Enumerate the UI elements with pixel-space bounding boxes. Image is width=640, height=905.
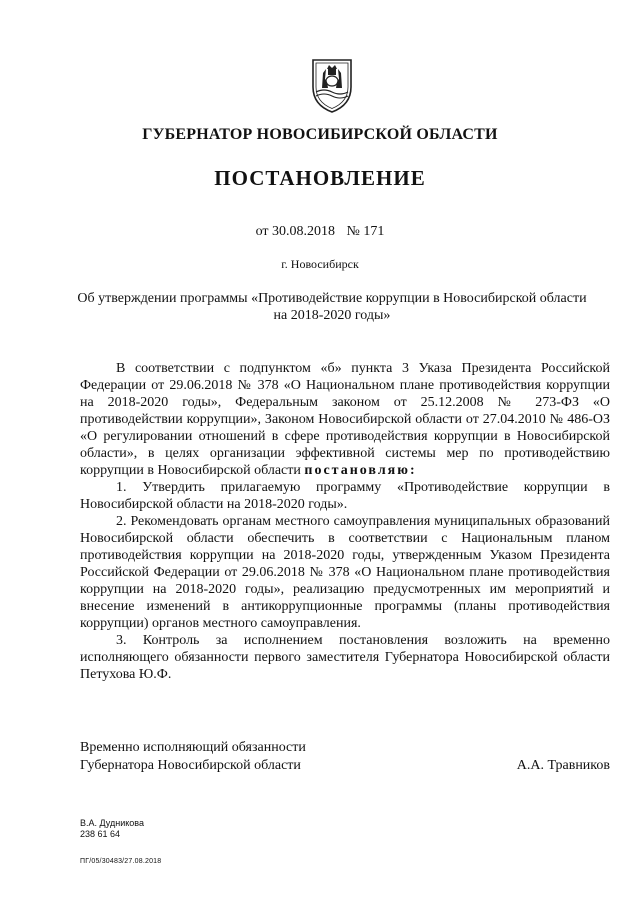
item-3-paragraph: 3. Контроль за исполнением постановления возложить на временно исполняющего обязанности первого заместителя Губернатора Новосибирской области Петухова Ю.Ф. (80, 633, 610, 682)
organization-title: ГУБЕРНАТОР НОВОСИБИРСКОЙ ОБЛАСТИ (142, 126, 498, 143)
item-2-paragraph: 2. Рекомендовать органам местного самоуправления муниципальных образований Новосибирской области обеспечить в соответствии с Национальным планом противодействия коррупции на 2018-2020 годы, утвержденным Указом Президента Российской Федерации от 29.06.2018 № 378 «О Национальном плане противодействия коррупции на 2018-2020 годы», реализацию предусмотренных им мероприятий и внесение изменений в антикоррупционные программы (планы противодействия коррупции) органов местного самоуправления. (80, 514, 610, 631)
executor-name: В.А. Дудникова (80, 818, 144, 828)
document-type-title: ПОСТАНОВЛЕНИЕ (214, 166, 426, 190)
signatory-position-line-1: Временно исполняющий обязанности (80, 740, 306, 755)
document-body (80, 360, 610, 683)
document-number: № 171 (346, 224, 385, 239)
document-date-number (0, 224, 640, 240)
document-date: от 30.08.2018 (255, 224, 336, 239)
document-subject: Об утверждении программы «Противодействие коррупции в Новосибирской области на 2018-2020 годы» (77, 291, 587, 323)
executor-info (80, 818, 144, 840)
signatory-name: А.А. Травников (516, 758, 610, 773)
decree-word: постановляю: (304, 463, 417, 478)
document-city: г. Новосибирск (281, 257, 359, 271)
executor-phone: 238 61 64 (80, 829, 121, 839)
document-code: ПГ/05/30483/27.08.2018 (80, 858, 162, 865)
preamble-text: В соответствии с подпунктом «б» пункта 3 Указа Президента Российской Федерации от 29.06.2018 № 378 «О Национальном плане противодействия коррупции на 2018-2020 годы», Федеральным законом от 25.12.2008 № 273-ФЗ «О противодействии коррупции», Законом Новосибирской области от 27.04.2010 № 486-ОЗ «О регулировании отношений в сфере противодействия коррупции в Новосибирской области», в целях организации эффективной системы мер по противодействию коррупции в Новосибирской области (80, 361, 610, 478)
preamble-paragraph (80, 360, 610, 479)
signatory-position-line-2: Губернатора Новосибирской области (80, 758, 301, 773)
signatory-position (80, 739, 306, 775)
coat-of-arms-icon (310, 57, 354, 115)
item-1-paragraph: 1. Утвердить прилагаемую программу «Противодействие коррупции в Новосибирской области на 2018-2020 годы». (80, 480, 610, 512)
